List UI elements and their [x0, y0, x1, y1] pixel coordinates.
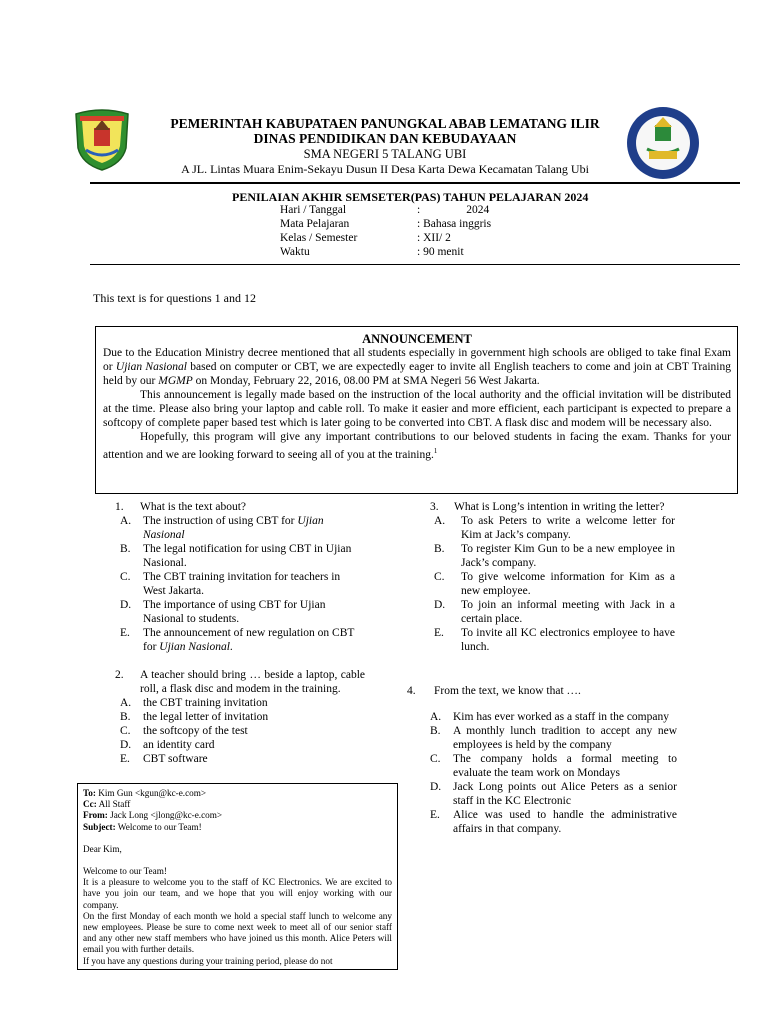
email-paragraph-2: On the first Monday of each month we hold a special staff lunch to welcome any new employees. Please be sure to come next week to meet all of our senior staff and any other new staff members who have joined us this month. Alice Peters will email you with further details.: [83, 910, 392, 955]
email-from: [83, 810, 392, 821]
option-italic: Ujian Nasional: [143, 515, 324, 541]
announcement-paragraph-3: [103, 430, 731, 462]
info-value: : 2024: [417, 204, 490, 216]
intro-text: This text is for questions 1 and 12: [93, 291, 256, 305]
question-4: [407, 684, 677, 836]
option-list: [434, 514, 675, 654]
field-label: Cc:: [83, 799, 97, 810]
info-label: Mata Pelajaran: [280, 218, 350, 230]
letterhead-divider: [90, 182, 740, 184]
question-number: 1.: [115, 501, 124, 513]
info-label: Hari / Tanggal: [280, 204, 347, 216]
option-text: Jack Long points out Alice Peters as a senior staff in the KC Electronic: [453, 781, 677, 807]
letterhead-school: SMA NEGERI 5 TALANG UBI: [303, 147, 467, 161]
option-text: the softcopy of the test: [143, 725, 248, 737]
option-e[interactable]: [434, 626, 675, 654]
email-to: [83, 788, 392, 799]
letterhead-government: PEMERINTAH KABUPATAEN PANUNGKAL ABAB LEMATANG ILIR: [170, 116, 600, 131]
field-value: Welcome to our Team!: [115, 821, 202, 832]
email-box: [77, 783, 398, 970]
option-text: The announcement of new regulation on CBT for: [143, 627, 355, 653]
option-text: The CBT training invitation for teachers in West Jakarta.: [143, 571, 341, 597]
exam-title: PENILAIAN AKHIR SEMSETER(PAS) TAHUN PELAJARAN 2024: [232, 190, 589, 204]
info-value: : Bahasa inggris: [417, 218, 492, 230]
option-a[interactable]: [120, 514, 365, 542]
letterhead-department: DINAS PENDIDIKAN DAN KEBUDAYAAN: [253, 131, 517, 146]
option-letter: A.: [430, 711, 442, 723]
question-text: A teacher should bring … beside a laptop, cable roll, a flask disc and modem in the training.: [140, 669, 365, 695]
email-cc: [83, 799, 392, 810]
question-stem: [430, 500, 675, 514]
letterhead-address: A JL. Lintas Muara Enim-Sekayu Dusun II Desa Karta Dewa Kecamatan Talang Ubi: [181, 162, 589, 176]
question-1: [115, 500, 365, 654]
option-list: [120, 514, 365, 654]
option-text: an identity card: [143, 739, 215, 751]
option-a[interactable]: [430, 710, 677, 724]
footnote-marker: 1: [433, 447, 438, 455]
question-number: 3.: [430, 501, 439, 513]
email-subject: [83, 822, 392, 833]
question-3: [430, 500, 675, 654]
question-number: 4.: [407, 685, 416, 697]
left-logo-emblem: [72, 108, 132, 172]
option-letter: B.: [120, 543, 131, 555]
right-logo-emblem: [625, 105, 701, 181]
option-text: To invite all KC electronics employee to have lunch.: [461, 627, 675, 653]
field-label: Subject:: [83, 821, 116, 832]
option-d[interactable]: [434, 598, 675, 626]
text-span: Hopefully, this program will give any important contributions to our beloved students in facing the exam. Thanks for your attention and we are looking forward to seeing all of you at the training.: [103, 431, 731, 461]
option-text: A monthly lunch tradition to accept any new employees is held by the company: [453, 725, 677, 751]
question-text: From the text, we know that ….: [434, 685, 581, 697]
option-italic: Ujian Nasional: [159, 641, 230, 653]
email-greeting: Dear Kim,: [83, 843, 122, 854]
option-text: The company holds a formal meeting to evaluate the team work on Mondays: [453, 753, 677, 779]
text-italic: Ujian Nasional: [115, 361, 187, 373]
option-d[interactable]: [430, 780, 677, 808]
option-letter: B.: [434, 543, 445, 555]
option-c[interactable]: [430, 752, 677, 780]
option-b[interactable]: [434, 542, 675, 570]
field-label: From:: [83, 810, 108, 821]
option-text: To register Kim Gun to be a new employee in Jack’s company.: [461, 543, 675, 569]
option-text: The legal notification for using CBT in Ujian Nasional.: [143, 543, 352, 569]
option-list: [430, 710, 677, 836]
option-letter: D.: [434, 599, 446, 611]
email-paragraph-1: It is a pleasure to welcome you to the staff of KC Electronics. We are excited to have you join our team, and we hope that you will enjoy working with our company.: [83, 877, 392, 910]
option-c[interactable]: [120, 570, 365, 598]
option-letter: B.: [430, 725, 441, 737]
option-letter: C.: [120, 725, 131, 737]
text-span: on Monday, February 22, 2016, 08.00 PM at SMA Negeri 56 West Jakarta.: [192, 375, 540, 387]
option-letter: B.: [120, 711, 131, 723]
email-paragraph-3: If you have any questions during your training period, please do not: [83, 955, 333, 966]
field-value: Jack Long <jlong@kc-e.com>: [107, 810, 223, 821]
option-letter: C.: [120, 571, 131, 583]
option-letter: E.: [120, 627, 130, 639]
option-list: [120, 696, 365, 766]
option-text: To give welcome information for Kim as a new employee.: [461, 571, 675, 597]
option-c[interactable]: [120, 724, 365, 738]
field-label: To:: [83, 788, 96, 798]
info-label: Kelas / Semester: [280, 232, 358, 244]
option-e[interactable]: [120, 626, 365, 654]
option-text: The instruction of using CBT for: [143, 515, 298, 527]
option-text: the legal letter of invitation: [143, 711, 269, 723]
option-text: the CBT training invitation: [143, 697, 268, 709]
option-text: Alice was used to handle the administrative affairs in that company.: [453, 809, 677, 835]
announcement-box: [95, 326, 738, 494]
option-letter: A.: [120, 515, 132, 527]
option-letter: C.: [434, 571, 445, 583]
option-letter: D.: [120, 599, 132, 611]
info-value: : 90 menit: [417, 246, 464, 258]
option-letter: E.: [120, 753, 130, 765]
announcement-paragraph-2: This announcement is legally made based on the instruction of the local authority and the official invitation will be distributed at the time. Please also bring your laptop and cable roll. To make it easier and more efficient, each participant is expected to prepare a softcopy of complete paper based test which is later going to be converted into CBT. A flask disc and modem will be necessary also.: [103, 389, 731, 429]
option-e[interactable]: [120, 752, 365, 766]
option-letter: A.: [434, 515, 446, 527]
option-text: To join an informal meeting with Jack in a certain place.: [461, 599, 675, 625]
option-text: CBT software: [143, 753, 208, 765]
option-b[interactable]: [120, 542, 365, 570]
option-d[interactable]: [120, 598, 365, 626]
question-stem: [115, 500, 365, 514]
text-italic: MGMP: [158, 375, 193, 387]
info-value: : XII/ 2: [417, 232, 451, 244]
info-label: Waktu: [280, 246, 310, 258]
option-a[interactable]: [120, 696, 365, 710]
announcement-paragraph-1: [103, 346, 731, 388]
question-text: What is the text about?: [140, 501, 247, 513]
option-letter: D.: [430, 781, 442, 793]
text-span: Due to the Education Ministry decree mentioned that all students especially in government high schools are obliged to take final Exam or: [103, 347, 731, 373]
question-number: 2.: [115, 669, 124, 681]
option-text: The importance of using CBT for Ujian Nasional to students.: [143, 599, 326, 625]
question-2: [115, 668, 365, 766]
option-b[interactable]: [120, 710, 365, 724]
email-line-1: Welcome to our Team!: [83, 866, 167, 877]
option-letter: A.: [120, 697, 132, 709]
question-stem: [115, 668, 365, 696]
announcement-title: ANNOUNCEMENT: [362, 332, 472, 346]
option-letter: E.: [434, 627, 444, 639]
field-value: Kim Gun <kgun@kc-e.com>: [95, 788, 207, 798]
option-letter: D.: [120, 739, 132, 751]
option-letter: E.: [430, 809, 440, 821]
option-a[interactable]: [434, 514, 675, 542]
question-stem: [407, 684, 677, 698]
option-letter: C.: [430, 753, 441, 765]
option-b[interactable]: [430, 724, 677, 752]
option-c[interactable]: [434, 570, 675, 598]
info-divider: [90, 264, 740, 265]
option-e[interactable]: [430, 808, 677, 836]
option-text: Kim has ever worked as a staff in the company: [453, 711, 669, 723]
option-text: .: [229, 641, 233, 653]
field-value: All Staff: [96, 799, 131, 810]
option-text: To ask Peters to write a welcome letter for Kim at Jack’s company.: [461, 515, 675, 541]
option-d[interactable]: [120, 738, 365, 752]
question-text: What is Long’s intention in writing the letter?: [454, 501, 665, 513]
text-span: based on computer or CBT, we are expectedly eager to invite all English teachers to come and join at CBT Training held by our: [103, 361, 731, 387]
